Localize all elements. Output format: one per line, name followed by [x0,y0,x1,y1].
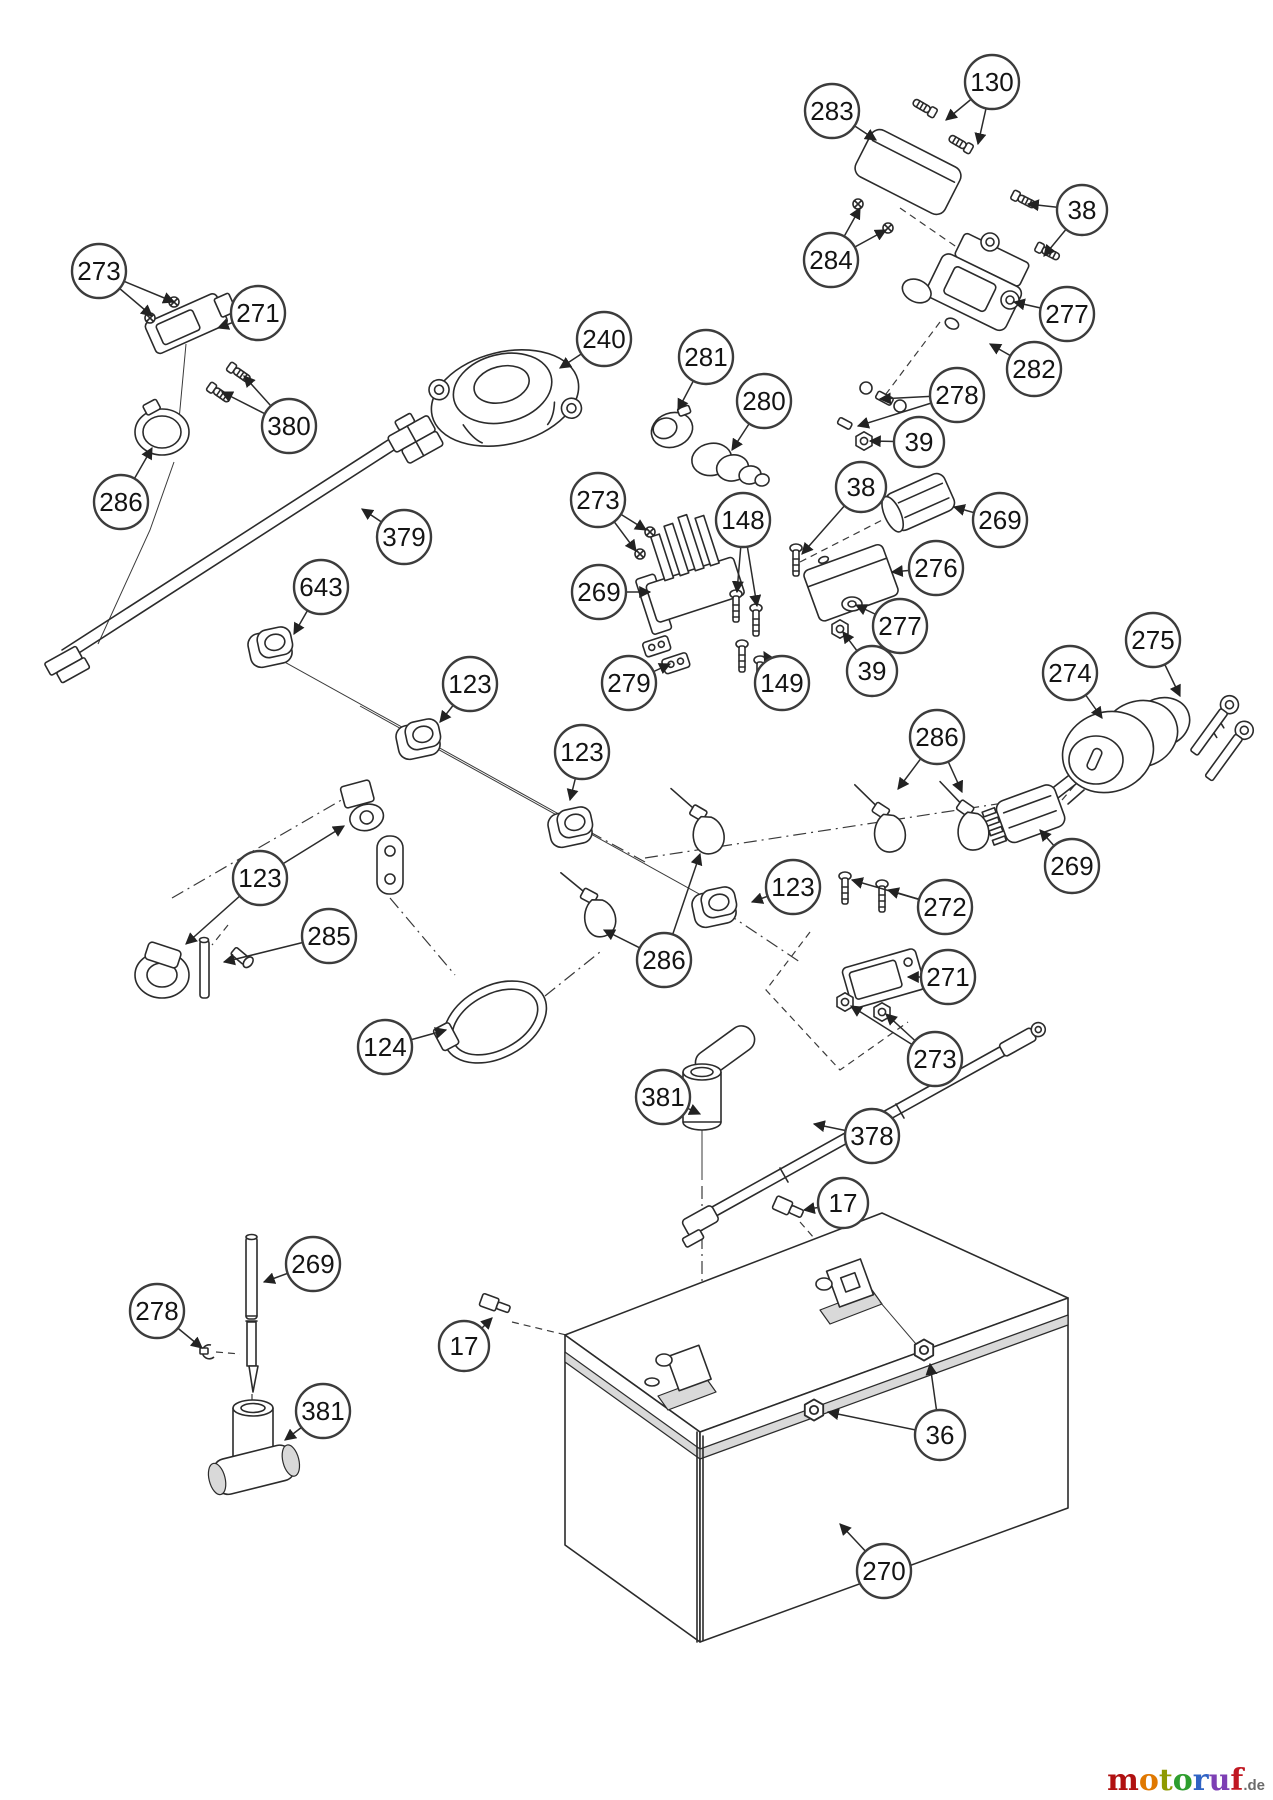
callout-283 [805,84,859,138]
part-clip-278 [200,1345,214,1359]
callout-label: 273 [77,256,121,286]
callout-label: 280 [742,386,786,416]
part-nut-39a [856,432,872,450]
callout-label: 283 [810,96,854,126]
callout-label: 282 [1012,354,1056,384]
logo-letter: t [1158,1763,1173,1798]
brand-logo[interactable] [1107,1763,1265,1798]
callout-17-a [818,1178,868,1228]
callout-label: 643 [299,572,343,602]
callout-380 [262,399,316,453]
callout-label: 148 [721,505,765,535]
callout-280 [737,374,791,428]
callout-label: 281 [684,342,728,372]
callout-label: 130 [970,67,1014,97]
callout-274 [1043,646,1097,700]
callout-label: 378 [850,1121,894,1151]
callout-label: 271 [236,298,280,328]
logo-letter: r [1192,1763,1209,1798]
callout-643 [294,560,348,614]
callout-36 [915,1410,965,1460]
callout-378 [845,1109,899,1163]
logo-letter: u [1208,1763,1231,1798]
callout-label: 123 [448,669,492,699]
callout-label: 39 [904,427,934,457]
callout-label: 123 [771,872,815,902]
callout-label: 17 [828,1188,858,1218]
part-rod-269 [246,1235,258,1393]
callout-label: 39 [857,656,887,686]
part-clamp-124 [426,964,560,1081]
part-tee-fitting-381 [205,1400,303,1498]
callout-269-d [286,1237,340,1291]
callout-label: 286 [642,945,686,975]
callout-label: 379 [382,522,426,552]
callout-label: 124 [363,1032,407,1062]
callout-label: 278 [935,380,979,410]
callout-270 [857,1544,911,1598]
callout-240 [577,312,631,366]
callout-273-a [72,244,126,298]
part-keys-275 [1180,692,1264,784]
callout-381-a [636,1070,690,1124]
callout-39-a [894,417,944,467]
callout-279 [602,656,656,710]
callout-label: 38 [1067,195,1097,225]
part-horn-240 [421,335,589,461]
callout-label: 381 [301,1396,345,1426]
callout-label: 286 [915,722,959,752]
callout-124 [358,1020,412,1074]
callout-label: 269 [577,577,621,607]
callout-269-b [572,565,626,619]
callout-label: 284 [809,245,853,275]
part-switch-282 [895,190,1061,350]
callout-label: 269 [978,505,1022,535]
logo-letter: o [1138,1763,1159,1798]
logo-letter: f [1230,1763,1244,1798]
callout-label: 123 [238,863,282,893]
part-plug-280 [689,434,770,497]
callout-label: 274 [1048,658,1092,688]
callout-label: 273 [576,485,620,515]
callout-label: 380 [267,411,311,441]
callout-label: 279 [607,668,651,698]
callout-286-d [637,933,691,987]
callout-278-b [130,1284,184,1338]
callout-label: 123 [560,737,604,767]
callout-379 [377,510,431,564]
part-terminals-278 [837,382,906,430]
callout-label: 272 [923,892,967,922]
callout-label: 36 [925,1420,955,1450]
callout-label: 269 [291,1249,335,1279]
callout-286-c [910,710,964,764]
callout-label: 277 [878,611,922,641]
callout-label: 285 [307,921,351,951]
callout-277-a [1040,287,1094,341]
callout-label: 38 [846,472,876,502]
callout-17-b [439,1321,489,1371]
callout-276 [909,541,963,595]
callout-label: 271 [926,962,970,992]
part-connector-269a [877,471,957,536]
callout-label: 275 [1131,625,1175,655]
callout-123-c [766,860,820,914]
callout-label: 278 [135,1296,179,1326]
callout-285 [302,909,356,963]
callout-271-b [921,950,975,1004]
callout-269-a [973,493,1027,547]
callout-272 [918,880,972,934]
callout-38-b [836,462,886,512]
logo-letter: o [1172,1763,1193,1798]
callout-label: 286 [99,487,143,517]
callout-label: 270 [862,1556,906,1586]
logo-letter: m [1107,1763,1139,1798]
part-connector-269c [981,782,1067,849]
callout-label: 149 [760,668,804,698]
callout-149 [755,656,809,710]
callout-label: 381 [641,1082,685,1112]
callout-39-b [847,646,897,696]
callout-label: 273 [913,1044,957,1074]
callout-label: 240 [582,324,626,354]
callout-label: 277 [1045,299,1089,329]
part-bolt-17b [479,1293,512,1315]
callout-label: 17 [449,1331,479,1361]
callout-275 [1126,613,1180,667]
callout-label: 276 [914,553,958,583]
callout-282 [1007,342,1061,396]
callout-label: 269 [1050,851,1094,881]
callout-123-d [233,851,287,905]
callout-284 [804,233,858,287]
callout-278-a [930,368,984,422]
part-module-283 [852,97,974,233]
part-key-switch-274 [1050,691,1196,805]
logo-suffix: .de [1243,1777,1265,1794]
callout-273-c [908,1032,962,1086]
callout-123-a [443,657,497,711]
callout-277-b [873,599,927,653]
callout-381-b [296,1384,350,1438]
callout-281 [679,330,733,384]
callout-130 [965,55,1019,109]
part-terminal-boot-381 [683,1021,759,1130]
callout-148 [716,493,770,547]
part-bolt-17a [772,1196,805,1221]
callout-271-a [231,286,285,340]
callout-38-a [1057,185,1107,235]
callout-123-b [555,725,609,779]
part-socket-281 [646,405,700,453]
callout-286-a [94,475,148,529]
callout-269-c [1045,839,1099,893]
callout-273-b [571,473,625,527]
part-battery-270 [565,1213,1068,1642]
